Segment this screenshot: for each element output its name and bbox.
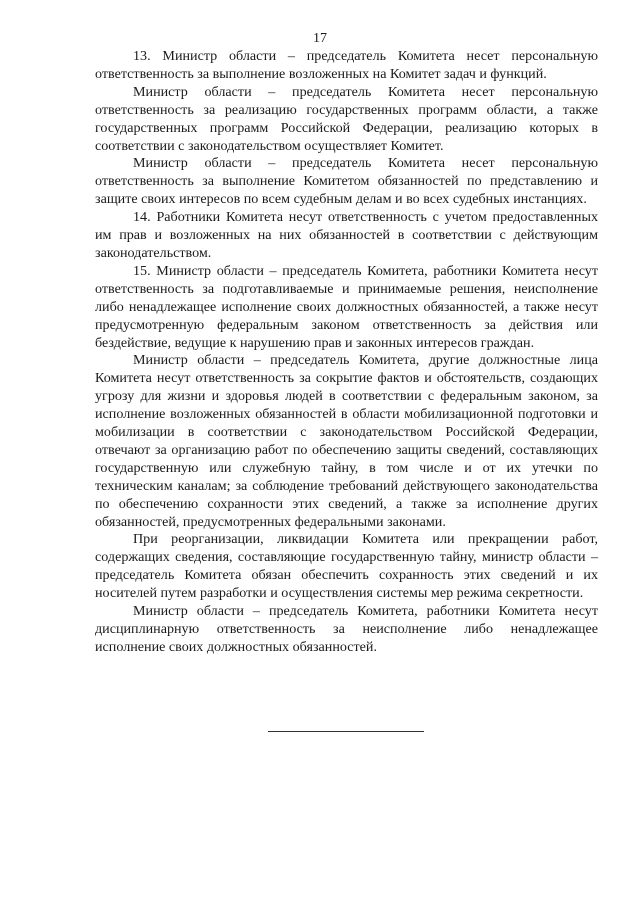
paragraph-15: 15. Министр области – председатель Комитета, работники Комитета несут ответственность за подготавливаемые и принимаемые решения, неисполнение либо ненадлежащее исполнение своих должностных обязанностей, а также несут предусмотренную федеральным законом ответственность за действия или бездействие, ведущие к нарушению прав и законных интересов граждан.	[95, 262, 598, 351]
paragraph-officials-liability: Министр области – председатель Комитета, другие должностные лица Комитета несут ответственность за сокрытие фактов и обстоятельств, создающих угрозу для жизни и здоровья людей в соответствии с федеральным законом, за исполнение возложенных обязанностей в области мобилизационной подготовки и мобилизации в соответствии с законодательством Российской Федерации, отвечают за организацию работ по обеспечению защиты сведений, составляющих государственную или служебную тайну, в том числе и от их утечки по техническим каналам; за соблюдение требований действующего законодательства по обеспечению сохранности этих сведений, а также за исполнение других обязанностей, предусмотренных федеральными законами.	[95, 352, 598, 530]
paragraph-reorganization: При реорганизации, ликвидации Комитета или прекращении работ, содержащих сведения, составляющие государственную тайну, министр области – председатель Комитета обязан обеспечить сохранность этих сведений и их носителей путем разработки и осуществления системы мер режима секретности.	[95, 531, 598, 602]
document-body	[95, 48, 598, 657]
closing-divider-line	[268, 731, 424, 732]
paragraph-disciplinary: Министр области – председатель Комитета, работники Комитета несут дисциплинарную ответственность за неисполнение либо ненадлежащее исполнение своих должностных обязанностей.	[95, 603, 598, 655]
paragraph-state-programs: Министр области – председатель Комитета несет персональную ответственность за реализацию государственных программ области, а также государственных программ Российской Федерации, реализацию которых в соответствии с законодательством осуществляет Комитет.	[95, 83, 598, 154]
page-number: 17	[313, 31, 327, 46]
paragraph-14: 14. Работники Комитета несут ответственность с учетом предоставленных им прав и возложенных на них обязанностей в соответствии с действующим законодательством.	[95, 209, 598, 261]
paragraph-13: 13. Министр области – председатель Комитета несет персональную ответственность за выполнение возложенных на Комитет задач и функций.	[95, 48, 598, 82]
paragraph-judicial-duties: Министр области – председатель Комитета несет персональную ответственность за выполнение Комитетом обязанностей по представлению и защите своих интересов по всем судебным делам и во всех судебных инстанциях.	[95, 155, 598, 208]
